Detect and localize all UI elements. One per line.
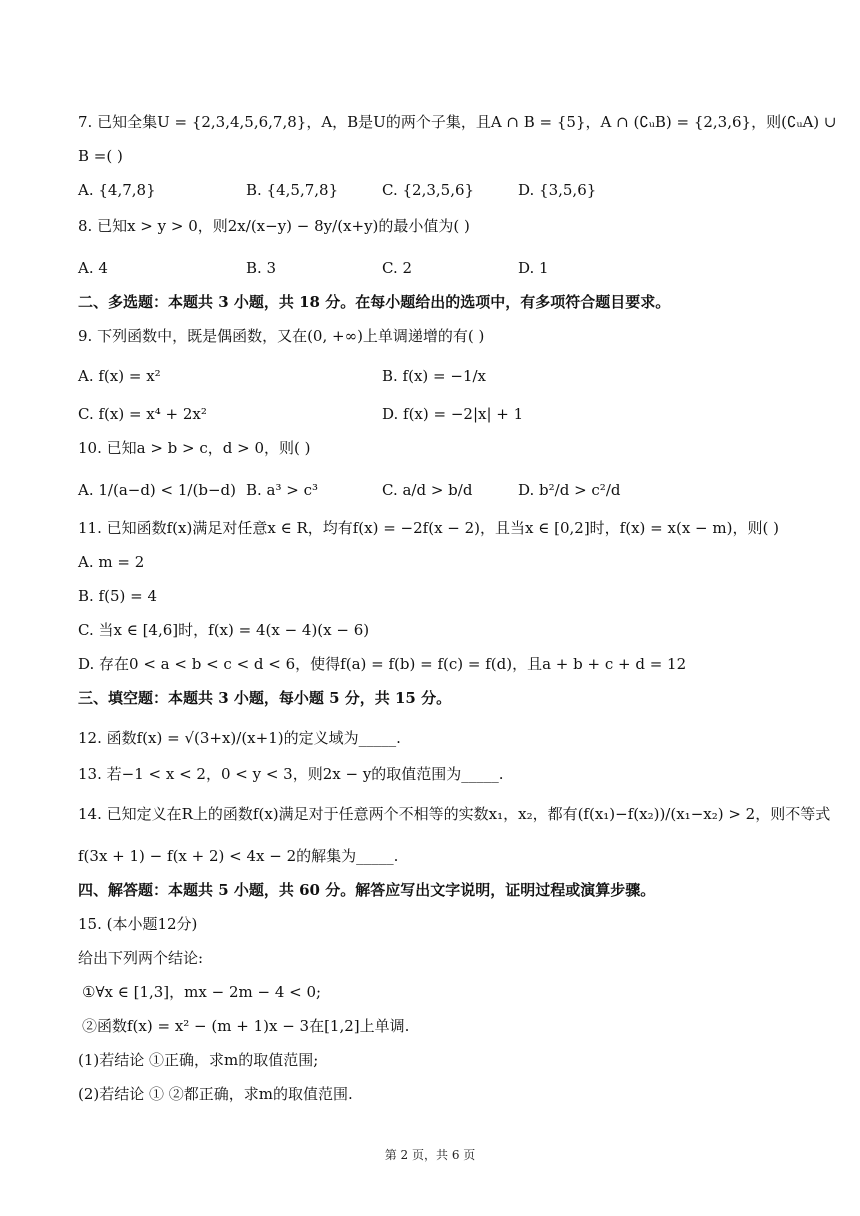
q9-option-c: C. f(x) = x⁴ + 2x² (78, 405, 207, 423)
q11-stem: 11. 已知函数f(x)满足对任意x ∈ R，均有f(x) = −2f(x − 2)，且当x ∈ [0,2]时，f(x) = x(x − m)，则( ) (78, 519, 779, 537)
q15-conclusion-1: ①∀x ∈ [1,3]，mx − 2m − 4 < 0; (82, 983, 322, 1001)
q7-option-a: A. {4,7,8} (78, 181, 156, 199)
q8-option-b: B. 3 (246, 259, 277, 277)
q15-part-2: (2)若结论 ① ②都正确，求m的取值范围. (78, 1085, 353, 1103)
q8-option-c: C. 2 (382, 259, 413, 277)
section-2-heading: 二、多选题：本题共 3 小题，共 18 分。在每小题给出的选项中，有多项符合题目要求。 (78, 293, 671, 311)
q9-option-d: D. f(x) = −2|x| + 1 (382, 405, 524, 423)
q9-stem: 9. 下列函数中，既是偶函数，又在(0, +∞)上单调递增的有( ) (78, 327, 485, 345)
q10-option-c: C. a/d > b/d (382, 481, 473, 499)
q15-intro: 给出下列两个结论: (78, 949, 204, 967)
q11-option-b: B. f(5) = 4 (78, 587, 158, 605)
q7-option-c: C. {2,3,5,6} (382, 181, 475, 199)
q8-option-d: D. 1 (518, 259, 549, 277)
q9-option-b: B. f(x) = −1/x (382, 367, 487, 385)
q11-option-d: D. 存在0 < a < b < c < d < 6，使得f(a) = f(b) = f(c) = f(d)，且a + b + c + d = 12 (78, 655, 687, 673)
q15-conclusion-2: ②函数f(x) = x² − (m + 1)x − 3在[1,2]上单调. (82, 1017, 410, 1035)
page-footer: 第 2 页，共 6 页 (384, 1148, 476, 1162)
q8-stem: 8. 已知x > y > 0，则2x/(x−y) − 8y/(x+y)的最小值为( ) (78, 217, 470, 235)
q11-option-c: C. 当x ∈ [4,6]时，f(x) = 4(x − 4)(x − 6) (78, 621, 370, 639)
q7-stem-line2: B =( ) (78, 147, 123, 165)
q13-stem: 13. 若−1 < x < 2，0 < y < 3，则2x − y的取值范围为_____. (78, 765, 504, 783)
q11-option-a: A. m = 2 (78, 553, 145, 571)
q7-stem-line1: 7. 已知全集U = {2,3,4,5,6,7,8}，A，B是U的两个子集，且A ∩ B = {5}，A ∩ (∁ᵤB) = {2,3,6}，则(∁ᵤA) ∪ (78, 113, 837, 131)
q8-option-a: A. 4 (78, 259, 108, 277)
q10-option-d: D. b²/d > c²/d (518, 481, 621, 499)
q9-option-a: A. f(x) = x² (78, 367, 161, 385)
q10-option-a: A. 1/(a−d) < 1/(b−d) (78, 481, 236, 499)
q15-title: 15. (本小题12分) (78, 915, 198, 933)
q15-part-1: (1)若结论 ①正确，求m的取值范围; (78, 1051, 319, 1069)
q7-option-b: B. {4,5,7,8} (246, 181, 339, 199)
q12-stem: 12. 函数f(x) = √(3+x)/(x+1)的定义域为_____. (78, 729, 401, 747)
section-4-heading: 四、解答题：本题共 5 小题，共 60 分。解答应写出文字说明，证明过程或演算步骤。 (78, 881, 656, 899)
section-3-heading: 三、填空题：本题共 3 小题，每小题 5 分，共 15 分。 (78, 689, 452, 707)
q10-stem: 10. 已知a > b > c，d > 0，则( ) (78, 439, 311, 457)
q7-option-d: D. {3,5,6} (518, 181, 597, 199)
q14-stem-line1: 14. 已知定义在R上的函数f(x)满足对于任意两个不相等的实数x₁，x₂，都有(f(x₁)−f(x₂))/(x₁−x₂) > 2，则不等式 (78, 805, 831, 823)
q14-stem-line2: f(3x + 1) − f(x + 2) < 4x − 2的解集为_____. (78, 847, 399, 865)
q10-option-b: B. a³ > c³ (246, 481, 319, 499)
